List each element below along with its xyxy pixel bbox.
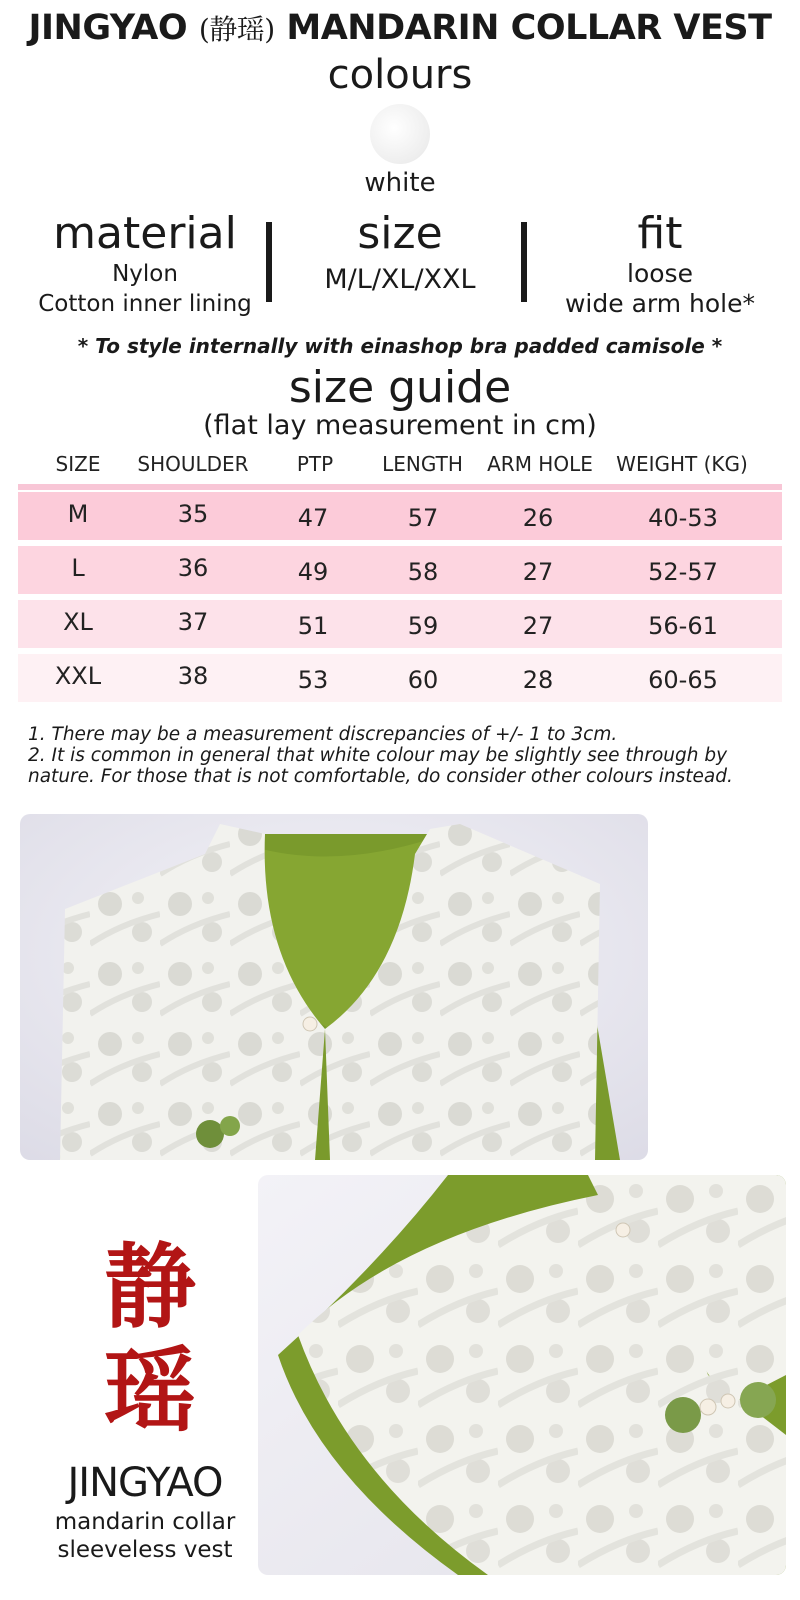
colour-swatch-white [370, 104, 430, 164]
cell-arm-hole: 27 [522, 558, 554, 586]
table-row [18, 492, 782, 540]
column-header: WEIGHT (KG) [616, 452, 748, 476]
brand-name: JINGYAO [67, 1460, 223, 1506]
cell-ptp: 47 [297, 504, 329, 532]
brand-logo [80, 1235, 220, 1443]
cell-arm-hole: 28 [522, 666, 554, 694]
cell-length: 59 [407, 612, 439, 640]
cell-length: 60 [407, 666, 439, 694]
cell-ptp: 53 [297, 666, 329, 694]
title-chinese: (静瑶) [198, 13, 275, 46]
cell-weight: 52-57 [648, 558, 718, 586]
table-row [18, 654, 782, 702]
fit-line: loose [627, 259, 693, 288]
brand-description [30, 1508, 260, 1564]
title-pre: JINGYAO [28, 8, 188, 48]
table-row [18, 600, 782, 648]
title-post: MANDARIN COLLAR VEST [286, 8, 772, 48]
column-header: ARM HOLE [487, 452, 593, 476]
material-line: Cotton inner lining [38, 291, 252, 317]
size-line: M/L/XL/XXL [324, 264, 476, 295]
colour-label: white [364, 168, 436, 198]
brand-desc-line: mandarin collar [54, 1509, 236, 1535]
cell-shoulder: 35 [177, 500, 209, 528]
cell-arm-hole: 26 [522, 504, 554, 532]
size-block [280, 208, 520, 295]
logo-glyph-top: 静 [103, 1233, 196, 1341]
cell-shoulder: 38 [177, 662, 209, 690]
fit-heading: fit [637, 208, 683, 259]
cell-weight: 60-65 [648, 666, 718, 694]
cell-weight: 40-53 [648, 504, 718, 532]
header-divider [18, 484, 782, 490]
vest-side-illustration [258, 1175, 786, 1575]
size-guide-heading: size guide [288, 362, 512, 413]
logo-glyph-bottom: 瑶 [103, 1337, 196, 1445]
material-block [10, 208, 280, 319]
size-heading: size [357, 208, 443, 259]
fit-block [535, 208, 785, 319]
product-photo-front [20, 814, 648, 1160]
cell-ptp: 51 [297, 612, 329, 640]
remark-item: 1. There may be a measurement discrepancies of +/- 1 to 3cm. [28, 724, 618, 745]
cell-shoulder: 37 [177, 608, 209, 636]
remarks [28, 724, 798, 787]
cell-shoulder: 36 [177, 554, 209, 582]
brand-desc-line: sleeveless vest [57, 1537, 233, 1563]
cell-length: 58 [407, 558, 439, 586]
colours-heading: colours [327, 52, 473, 98]
size-guide-subheading: (flat lay measurement in cm) [203, 410, 597, 441]
cell-size: L [71, 554, 85, 582]
material-line: Nylon [112, 261, 178, 287]
divider [521, 222, 527, 302]
product-photo-side [258, 1175, 786, 1575]
column-header: LENGTH [382, 452, 463, 476]
cell-size: XXL [54, 662, 102, 690]
styling-note: * To style internally with einashop bra padded camisole * [77, 334, 723, 358]
cell-arm-hole: 27 [522, 612, 554, 640]
cell-size: XL [63, 608, 93, 636]
page-title [0, 8, 800, 48]
cell-size: M [67, 500, 89, 528]
column-header: SIZE [55, 452, 101, 476]
column-header: SHOULDER [137, 452, 249, 476]
remark-item: 2. It is common in general that white colour may be slightly see through by nature. For those that is not comfortable, do consider other colours instead. [28, 745, 733, 787]
cell-ptp: 49 [297, 558, 329, 586]
column-header: PTP [296, 452, 334, 476]
table-row [18, 546, 782, 594]
cell-length: 57 [407, 504, 439, 532]
cell-weight: 56-61 [648, 612, 718, 640]
divider [266, 222, 272, 302]
fit-line: wide arm hole* [564, 289, 755, 318]
material-heading: material [53, 208, 237, 259]
vest-front-illustration [20, 814, 648, 1160]
